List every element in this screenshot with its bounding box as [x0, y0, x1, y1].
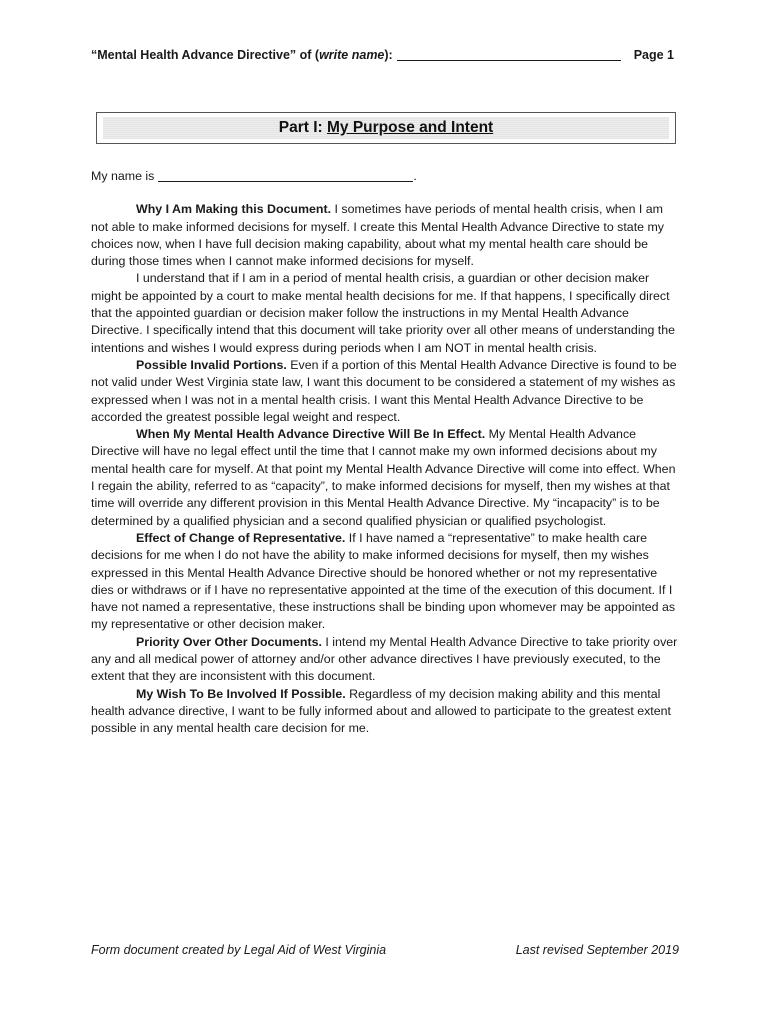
footer-revision: Last revised September 2019 — [515, 943, 679, 957]
paragraph-representative: Effect of Change of Representative. If I have named a “representative” to make health care decisions for me when I do not have the ability to make informed decisions for myself, then my wishes expressed in this Mental Health Advance Directive should be honored whether or not my representative dies or withdraws or if I have no representative appointed at the time of the execution of this document. If I have not named a representative, these instructions shall be binding upon whomever may be appointed as my representative or other decision maker. — [91, 530, 676, 632]
name-blank-line[interactable] — [397, 48, 621, 61]
paragraph-understand: I understand that if I am in a period of mental health crisis, a guardian or other decision maker might be appointed by a court to make mental health decisions for me. If that happens, I specifically direct that the appointed guardian or decision maker follow the instructions in my Mental Health Advance Directive. I specifically intend that this document will take priority over all other means of understanding the intentions and wishes I would express during periods when I am NOT in mental health crisis. — [91, 271, 676, 355]
page-footer — [91, 943, 679, 961]
my-name-blank[interactable] — [158, 169, 413, 182]
paragraph-why: Why I Am Making this Document. I sometimes have periods of mental health crisis, when I am not able to make informed decisions for myself. I create this Mental Health Advance Directive to state my choices now, when I have full decision making capability, about what my mental health care should be during those times when I cannot make informed decisions for myself. — [91, 202, 664, 269]
part-title: Part I: My Purpose and Intent — [278, 119, 494, 136]
paragraph-priority: Priority Over Other Documents. I intend my Mental Health Advance Directive to take priority over any and all medical power of attorney and/or other advance directives I have previously executed, to the extent that they are inconsistent with this document. — [91, 634, 678, 684]
page-header — [91, 48, 674, 66]
paragraph-involved: My Wish To Be Involved If Possible. Regardless of my decision making ability and this mental health advance directive, I want to be fully informed about and allowed to participate to the greatest extent possible in any mental health care decision for me. — [91, 686, 671, 736]
paragraph-in-effect: When My Mental Health Advance Directive Will Be In Effect. My Mental Health Advance Directive will have no legal effect until the time that I cannot make my own informed decisions about my mental health care for myself. At that point my Mental Health Advance Directive will come into effect. When I regain the ability, referred to as “capacity”, to make informed decisions for myself, then my wishes at that time will override any different provision in this Mental Health Advance Directive. My “incapacity” is to be determined by a qualified physician and a second qualified physician or qualified psychologist. — [91, 427, 676, 528]
page-number: Page 1 — [633, 48, 674, 62]
my-name-line: My name is . — [91, 169, 417, 183]
footer-credit: Form document created by Legal Aid of West Virginia — [91, 943, 387, 957]
document-body — [91, 168, 681, 738]
header-title: “Mental Health Advance Directive” of (write name): — [91, 48, 621, 62]
paragraph-invalid-portions: Possible Invalid Portions. Even if a portion of this Mental Health Advance Directive is found to be not valid under West Virginia state law, I want this document to be considered a statement of my wishes as expressed when I was not in a mental health crisis. I want this Mental Health Advance Directive to be accorded the greatest possible legal weight and respect. — [91, 357, 677, 424]
part-heading-box — [96, 112, 676, 144]
